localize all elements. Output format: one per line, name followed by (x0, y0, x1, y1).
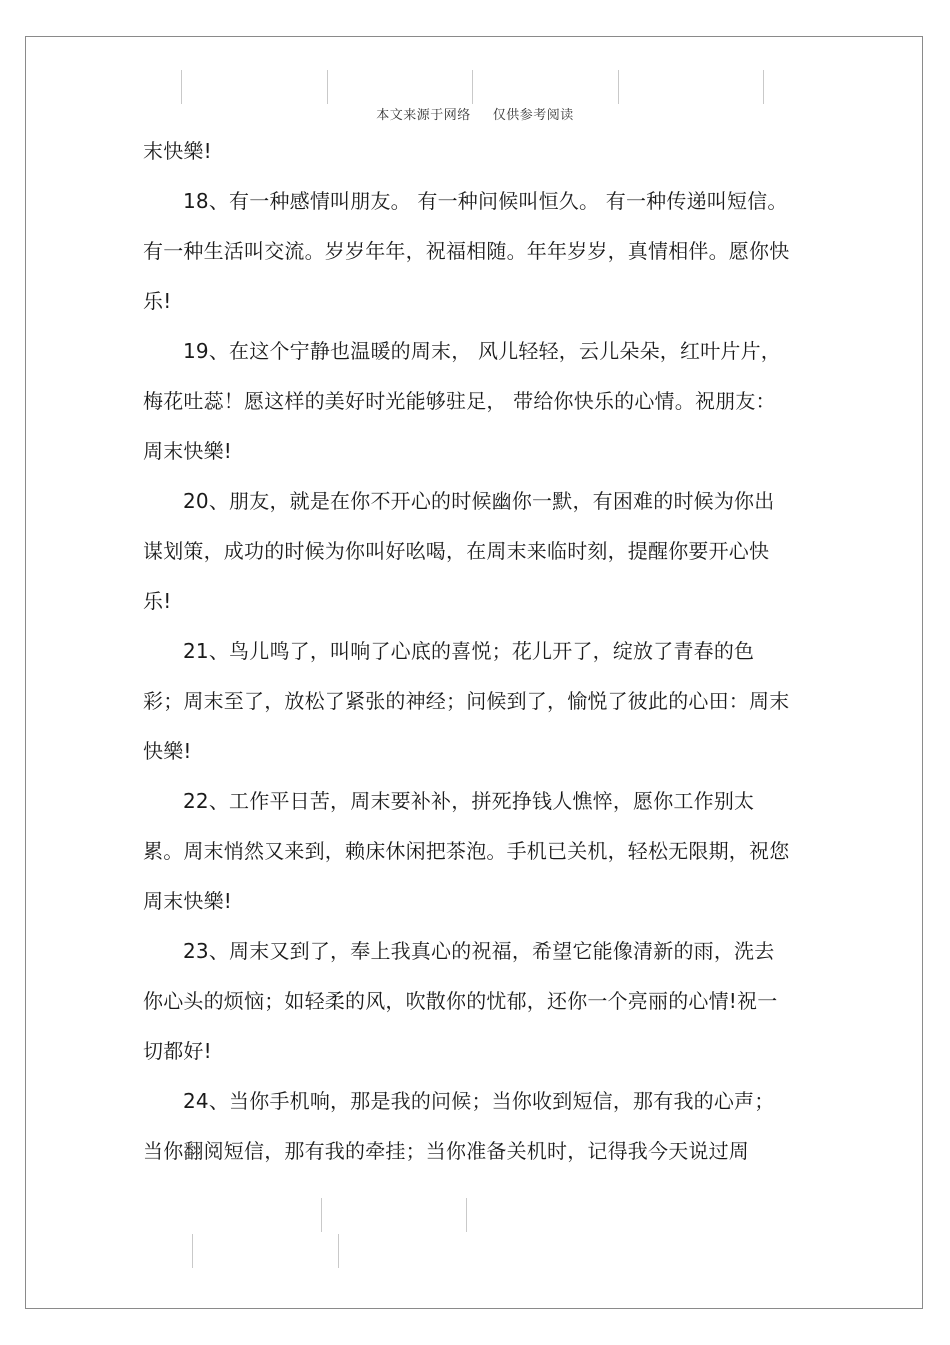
paragraph-19: 19、在这个宁静也温暖的周末， 风儿轻轻，云儿朵朵，红叶片片，梅花吐蕊！愿这样的美好时光能够驻足， 带给你快乐的心情。祝朋友：周末快樂! (143, 339, 782, 463)
decor-rule (472, 70, 473, 104)
paragraph-21: 21、鸟儿鸣了，叫响了心底的喜悦；花儿开了，绽放了青春的色彩；周末至了，放松了紧张的神经；问候到了，愉悦了彼此的心田：周末快樂! (143, 639, 790, 763)
decor-rule (466, 1198, 467, 1232)
decor-rule (338, 1234, 339, 1268)
reference-note: 仅供参考阅读 (492, 108, 574, 123)
document-body (143, 126, 793, 1176)
decor-rule (181, 70, 182, 104)
decor-rule (618, 70, 619, 104)
decor-rule (763, 70, 764, 104)
page-header-note (0, 104, 950, 123)
paragraph-23: 23、周末又到了，奉上我真心的祝福，希望它能像清新的雨，洗去你心头的烦恼；如轻柔的风，吹散你的忧郁，还你一个亮丽的心情!祝一切都好! (143, 939, 778, 1063)
paragraph-17-continuation: 末快樂! (143, 139, 212, 163)
paragraph-24: 24、当你手机响，那是我的问候；当你收到短信，那有我的心声；当你翻阅短信，那有我的牵挂；当你准备关机时，记得我今天说过周 (143, 1089, 775, 1163)
paragraph-18: 18、有一种感情叫朋友。 有一种问候叫恒久。 有一种传递叫短信。有一种生活叫交流。岁岁年年，祝福相随。年年岁岁，真情相伴。愿你快乐! (143, 189, 790, 313)
decor-rule (192, 1234, 193, 1268)
decor-rule (327, 70, 328, 104)
source-note: 本文来源于网络 (376, 108, 471, 123)
paragraph-20: 20、朋友，就是在你不开心的时候幽你一默，有困难的时候为你出谋划策，成功的时候为你叫好吆喝，在周末来临时刻，提醒你要开心快乐! (143, 489, 775, 613)
paragraph-22: 22、工作平日苦，周末要补补，拼死挣钱人憔悴，愿你工作别太累。周末悄然又来到，赖床休闲把茶泡。手机已关机，轻松无限期，祝您周末快樂! (143, 789, 790, 913)
decor-rule (321, 1198, 322, 1232)
